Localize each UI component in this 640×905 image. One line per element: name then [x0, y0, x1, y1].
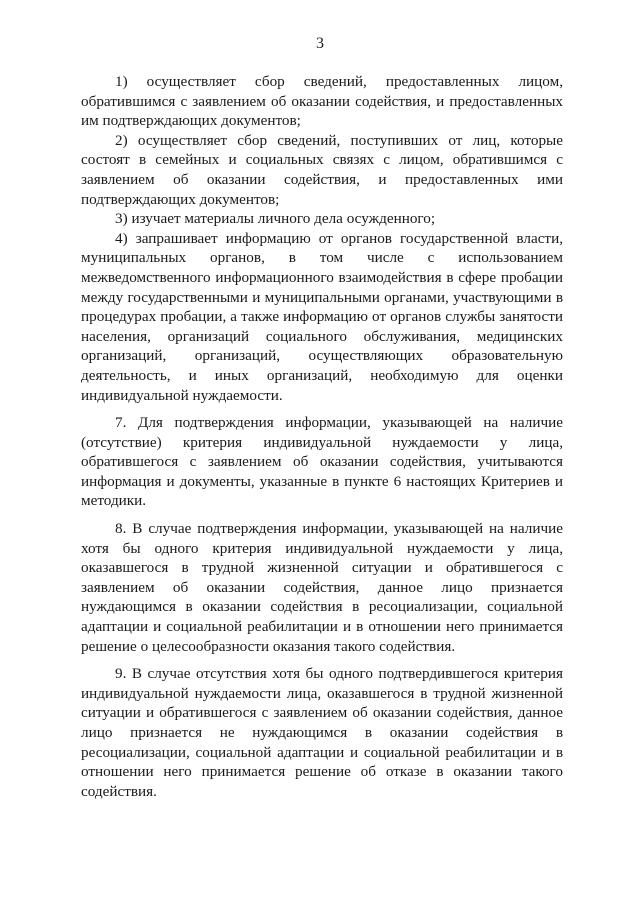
paragraph-item-3: 3) изучает материалы личного дела осужденного;	[115, 210, 436, 228]
paragraph-item-2: 2) осуществляет сбор сведений, поступивших от лиц, которые состоят в семейных и социальных связях с лицом, обратившимся с заявлением об оказании содействия, и предоставленных ими подтверждающих документов;	[81, 131, 563, 208]
paragraph-item-4: 4) запрашивает информацию от органов государственной власти, муниципальных органов, в том числе с использованием межведомственного информационного взаимодействия в сфере пробации между государственными и муниципальными органами, участвующими в процедурах пробации, а также информацию от органов службы занятости населения, организаций социального обслуживания, медицинских организаций, организаций, осуществляющих образовательную деятельность, и иных организаций, необходимую для оценки индивидуальной нуждаемости.	[81, 229, 563, 404]
page-number: 3	[316, 35, 324, 52]
document-body	[81, 72, 563, 801]
paragraph-section-9: 9. В случае отсутствия хотя бы одного подтвердившегося критерия индивидуальной нуждаемости лица, оказавшегося в трудной жизненной ситуации и обратившегося с заявлением об оказании содействия, данное лицо признается не нуждающимся в оказании содействия в ресоциализации, социальной адаптации и социальной реабилитации и в отношении него принимается решение об отказе в оказании такого содействия.	[81, 665, 563, 800]
paragraph-section-7: 7. Для подтверждения информации, указывающей на наличие (отсутствие) критерия индивидуальной нуждаемости у лица, обратившегося с заявлением об оказании содействия, учитываются информация и документы, указанные в пункте 6 настоящих Критериев и методики.	[81, 414, 563, 510]
paragraph-section-8: 8. В случае подтверждения информации, указывающей на наличие хотя бы одного критерия индивидуальной нуждаемости у лица, оказавшегося в трудной жизненной ситуации и обратившегося с заявлением об оказании содействия, данное лицо признается нуждающимся в оказании содействия в ресоциализации, социальной адаптации и социальной реабилитации и в отношении него принимается решение о целесообразности оказания такого содействия.	[81, 520, 563, 655]
paragraph-item-1: 1) осуществляет сбор сведений, предоставленных лицом, обратившимся с заявлением об оказании содействия, и предоставленных им подтверждающих документов;	[81, 73, 563, 130]
